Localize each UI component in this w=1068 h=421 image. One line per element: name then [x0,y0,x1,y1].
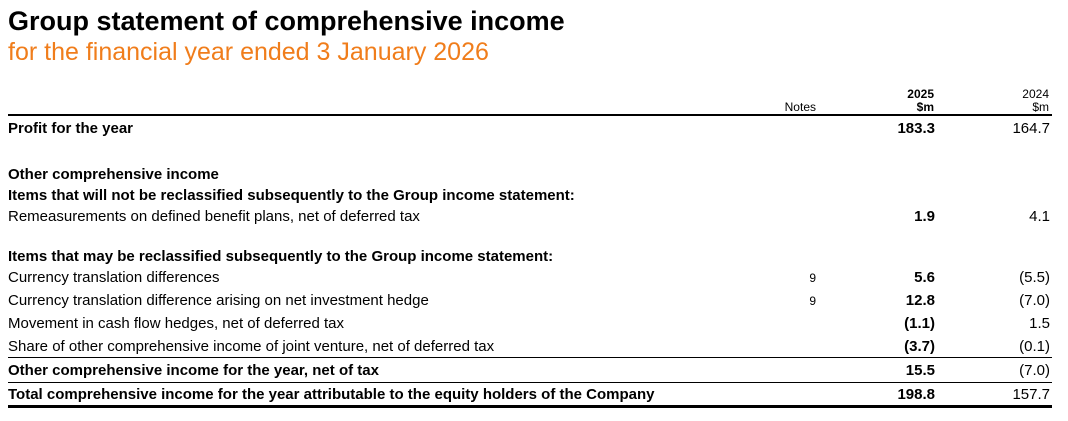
table-row [0,337,1068,357]
row-label: Items that will not be reclassified subsequently to the Group income statement: [8,187,575,204]
section-heading [0,247,1068,267]
row-label: Currency translation difference arising on net investment hedge [8,292,429,309]
column-header-notes: Notes [784,100,816,114]
row-label: Movement in cash flow hedges, net of deferred tax [8,315,345,332]
table-row [0,119,1068,139]
row-value-2024: 1.5 [1029,315,1050,332]
row-label: Other comprehensive income [8,166,219,183]
row-value-2024: 164.7 [1012,120,1050,137]
section-heading [0,186,1068,206]
row-label: Profit for the year [8,120,134,137]
total-double-rule [8,405,1052,408]
row-note: 9 [809,294,816,308]
row-value-2025: 15.5 [905,362,935,379]
row-value-2024: 4.1 [1029,208,1050,225]
row-value-2024: (7.0) [1019,362,1050,379]
table-row [0,314,1068,334]
row-value-2025: (3.7) [904,338,935,355]
row-value-2024: (5.5) [1019,269,1050,286]
row-value-2025: (1.1) [904,315,935,332]
column-header-2024-year: 2024 [1022,87,1049,101]
header-rule [8,114,1052,116]
page-subtitle: for the financial year ended 3 January 2026 [8,38,489,66]
row-note: 9 [809,271,816,285]
row-value-2025: 12.8 [905,292,935,309]
subtotal-rule [8,357,1052,358]
row-value-2024: 157.7 [1012,386,1050,403]
table-row [0,291,1068,311]
row-value-2024: (0.1) [1019,338,1050,355]
total-row [0,385,1068,405]
row-value-2024: (7.0) [1019,292,1050,309]
row-label: Other comprehensive income for the year, net of tax [8,362,379,379]
column-header-2025 [870,88,934,114]
page-title: Group statement of comprehensive income [8,6,565,36]
total-rule [8,382,1052,383]
section-heading [0,165,1068,185]
row-label: Items that may be reclassified subsequently to the Group income statement: [8,248,554,265]
column-header-2025-year: 2025 [907,87,934,101]
subtotal-row [0,361,1068,381]
row-value-2025: 183.3 [897,120,935,137]
row-label: Currency translation differences [8,269,220,286]
table-row [0,207,1068,227]
column-header-2024 [985,88,1049,114]
row-value-2025: 1.9 [914,208,935,225]
column-header-2024-unit: $m [1032,100,1049,114]
column-header-2025-unit: $m [916,100,934,114]
row-label: Total comprehensive income for the year attributable to the equity holders of the Company [8,386,655,403]
row-label: Share of other comprehensive income of joint venture, net of deferred tax [8,338,495,355]
row-label: Remeasurements on defined benefit plans, net of deferred tax [8,208,420,225]
row-value-2025: 5.6 [914,269,935,286]
row-value-2025: 198.8 [897,386,935,403]
table-row [0,268,1068,288]
